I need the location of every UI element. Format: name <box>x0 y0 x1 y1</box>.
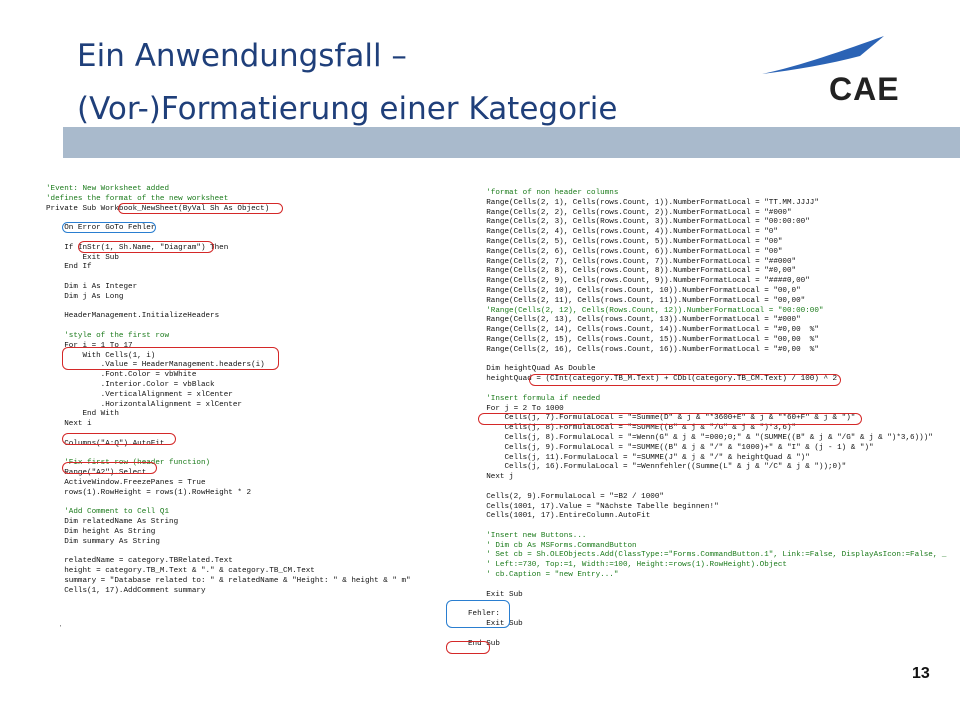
code-line: HeaderManagement.InitializeHeaders <box>46 312 220 321</box>
code-line: Cells(j, 9).FormulaLocal = "=SUMME((B" & j & "/" & "1000)+" & "I" & (j - 1) & ")" <box>468 443 874 452</box>
code-line: Cells(1001, 17).Value = "Nächste Tabelle beginnen!" <box>468 502 719 511</box>
code-line: Range(Cells(2, 11), Cells(rows.Count, 11)).NumberFormatLocal = "00,00" <box>468 296 806 305</box>
code-line: Cells(2, 9).FormulaLocal = "=B2 / 1000" <box>468 492 664 501</box>
code-line: Range(Cells(2, 3), Cells(Rows.Count, 3)).NumberFormatLocal = "00:00:00" <box>468 218 810 227</box>
code-line: Dim relatedName As String <box>46 518 179 527</box>
code-line: 'Event: New Worksheet added <box>46 185 170 193</box>
code-line: ' Dim cb As MSForms.CommandButton <box>468 541 637 550</box>
code-line: Exit Sub <box>468 620 523 629</box>
code-line: Fehler: <box>468 610 500 619</box>
code-line <box>468 600 946 610</box>
code-line: Cells(1001, 17).EntireColumn.AutoFit <box>468 512 651 521</box>
code-line: 'Add Comment to Cell Q1 <box>46 508 170 517</box>
highlight-on-error <box>62 222 156 233</box>
code-line <box>468 483 946 493</box>
code-line: Range(Cells(2, 14), Cells(rows.Count, 14)).NumberFormatLocal = "#0,00 %" <box>468 326 819 335</box>
highlight-workbook-newsheet <box>118 203 283 214</box>
code-line: Range(Cells(2, 4), Cells(rows.Count, 4)).NumberFormatLocal = "0" <box>468 228 778 237</box>
code-line: Range(Cells(2, 7), Cells(rows.Count, 7)).NumberFormatLocal = "##000" <box>468 257 797 266</box>
slide-title <box>77 30 618 136</box>
highlight-range-select <box>62 462 157 474</box>
highlight-formula-line <box>478 413 862 425</box>
code-line: .Interior.Color = vbBlack <box>46 380 215 389</box>
code-line: Cells(j, 16).FormulaLocal = "=Wennfehler((Summe(L" & j & "/C" & j & "));0)" <box>468 463 847 472</box>
highlight-heightquad <box>529 374 841 386</box>
code-line: relatedName = category.TBRelated.Text <box>46 557 233 566</box>
code-line <box>46 303 411 313</box>
code-line: summary = "Database related to: " & relatedName & "Height: " & height & " m" <box>46 576 411 585</box>
page-number: 13 <box>912 665 930 682</box>
code-line: .HorizontalAlignment = xlCenter <box>46 400 242 409</box>
code-line: Range("A2").Select <box>46 469 147 478</box>
code-line <box>46 322 411 332</box>
code-line: ' cb.Caption = "new Entry..." <box>468 571 619 580</box>
code-line: Range(Cells(2, 8), Cells(rows.Count, 8)).NumberFormatLocal = "#0,00" <box>468 267 797 276</box>
code-line: ' Left:=730, Top:=1, Width:=100, Height:=rows(1).RowHeight).Object <box>468 561 787 570</box>
code-line: Next i <box>46 420 92 429</box>
code-line: heightQuad = (CInt(category.TB_M.Text) + CDbl(category.TB_CM.Text) / 100) ^ 2 <box>468 375 838 384</box>
code-line <box>468 356 946 366</box>
code-line <box>468 522 946 532</box>
code-line: Cells(j, 8).FormulaLocal = "=SUMME((B" & j & "/G" & j & ")*3,6)" <box>468 424 797 433</box>
slide-title-line-2: (Vor-)Formatierung einer Kategorie <box>77 91 618 127</box>
code-line: Dim height As String <box>46 527 156 536</box>
code-line: Dim j As Long <box>46 292 124 301</box>
code-line: Range(Cells(2, 10), Cells(rows.Count, 10)).NumberFormatLocal = "00,0" <box>468 286 801 295</box>
highlight-instr <box>78 241 214 253</box>
code-line: ' Set cb = Sh.OLEObjects.Add(ClassType:="Forms.CommandButton.1", Link:=False, DisplayAsIcon:=False, _ <box>468 551 947 560</box>
code-line: 'format of non header columns <box>468 189 619 197</box>
code-line: Range(Cells(2, 9), Cells(rows.Count, 9)).NumberFormatLocal = "####0,00" <box>468 277 810 286</box>
code-line: 'Range(Cells(2, 12), Cells(Rows.Count, 12)).NumberFormatLocal = "00:00:00" <box>468 306 824 315</box>
code-line: Range(Cells(2, 15), Cells(rows.Count, 15)).NumberFormatLocal = "00,00 %" <box>468 335 819 344</box>
code-line <box>468 581 946 591</box>
code-line <box>46 499 411 509</box>
code-line: ActiveWindow.FreezePanes = True <box>46 478 206 487</box>
code-line: Dim summary As String <box>46 537 160 546</box>
code-line: .VerticalAlignment = xlCenter <box>46 390 233 399</box>
code-line: 'Insert new Buttons... <box>468 531 587 540</box>
code-line: For i = 1 To 17 <box>46 341 133 350</box>
code-line: Dim i As Integer <box>46 282 138 291</box>
code-line <box>46 273 411 283</box>
code-line: 'style of the first row <box>46 331 170 340</box>
code-line: Range(Cells(2, 2), Cells(rows.Count, 2)).NumberFormatLocal = "#000" <box>468 208 792 217</box>
code-line: End With <box>46 410 119 419</box>
code-line: Next j <box>468 473 514 482</box>
code-line: Range(Cells(2, 5), Cells(rows.Count, 5)).NumberFormatLocal = "00" <box>468 237 783 246</box>
code-line: Private Sub Workbook_NewSheet(ByVal Sh As Object) <box>46 204 270 213</box>
code-line: If InStr(1, Sh.Name, "Diagram") Then <box>46 243 229 252</box>
highlight-fehler-block <box>446 600 510 628</box>
code-line: Columns("A:Q").AutoFit <box>46 439 165 448</box>
highlight-columns-autofit <box>62 433 176 445</box>
code-line: Cells(j, 7).FormulaLocal = "=Summe(D" & j & "*3600+E" & j & "*60+F" & j & ")" <box>468 414 856 423</box>
code-line: Range(Cells(2, 6), Cells(rows.Count, 6)).NumberFormatLocal = "00" <box>468 247 783 256</box>
code-line: Exit Sub <box>46 253 119 262</box>
highlight-with-cells-block <box>62 347 279 370</box>
code-line: Dim heightQuad As Double <box>468 365 596 374</box>
code-line: Cells(j, 8).FormulaLocal = "=Wenn(G" & j & "=000;0;" & "(SUMME((B" & j & "/G" & j & ")*3,6)))" <box>468 433 933 442</box>
code-line: Cells(1, 17).AddComment summary <box>46 586 206 595</box>
bottom-left-mark: ' <box>60 625 62 632</box>
highlight-end-sub <box>446 641 490 654</box>
title-divider-bar <box>63 127 960 158</box>
code-line: Range(Cells(2, 1), Cells(rows.Count, 1)).NumberFormatLocal = "TT.MM.JJJJ" <box>468 198 819 207</box>
code-line: Cells(j, 11).FormulaLocal = "=SUMME(J" & j & "/" & heightQuad & ")" <box>468 453 810 462</box>
code-line: Range(Cells(2, 16), Cells(rows.Count, 16)).NumberFormatLocal = "#0,00 %" <box>468 345 819 354</box>
code-line: .Font.Color = vbWhite <box>46 371 197 380</box>
cae-logo: CAE <box>829 71 900 107</box>
slide-title-line-1: Ein Anwendungsfall – <box>77 38 407 74</box>
code-line: .Value = HeaderManagement.headers(i) <box>46 361 265 370</box>
code-line <box>46 547 411 557</box>
code-line: rows(1).RowHeight = rows(1).RowHeight * 2 <box>46 488 252 497</box>
code-line: With Cells(1, i) <box>46 351 156 360</box>
code-line: 'Fix first row (header function) <box>46 459 211 468</box>
code-line: End Sub <box>468 639 500 648</box>
code-line: For j = 2 To 1000 <box>468 404 564 413</box>
code-line: Exit Sub <box>468 590 523 599</box>
code-line: On Error GoTo Fehler <box>46 224 156 233</box>
code-line: End If <box>46 263 92 272</box>
code-line: 'defines the format of the new worksheet <box>46 194 229 203</box>
code-line: height = category.TB_M.Text & "." & category.TB_CM.Text <box>46 567 315 576</box>
code-line <box>46 450 411 460</box>
code-line <box>468 385 946 395</box>
code-line <box>468 630 946 640</box>
code-line: 'Insert formula if needed <box>468 394 601 403</box>
code-line: Range(Cells(2, 13), Cells(rows.Count, 13)).NumberFormatLocal = "#000" <box>468 316 801 325</box>
